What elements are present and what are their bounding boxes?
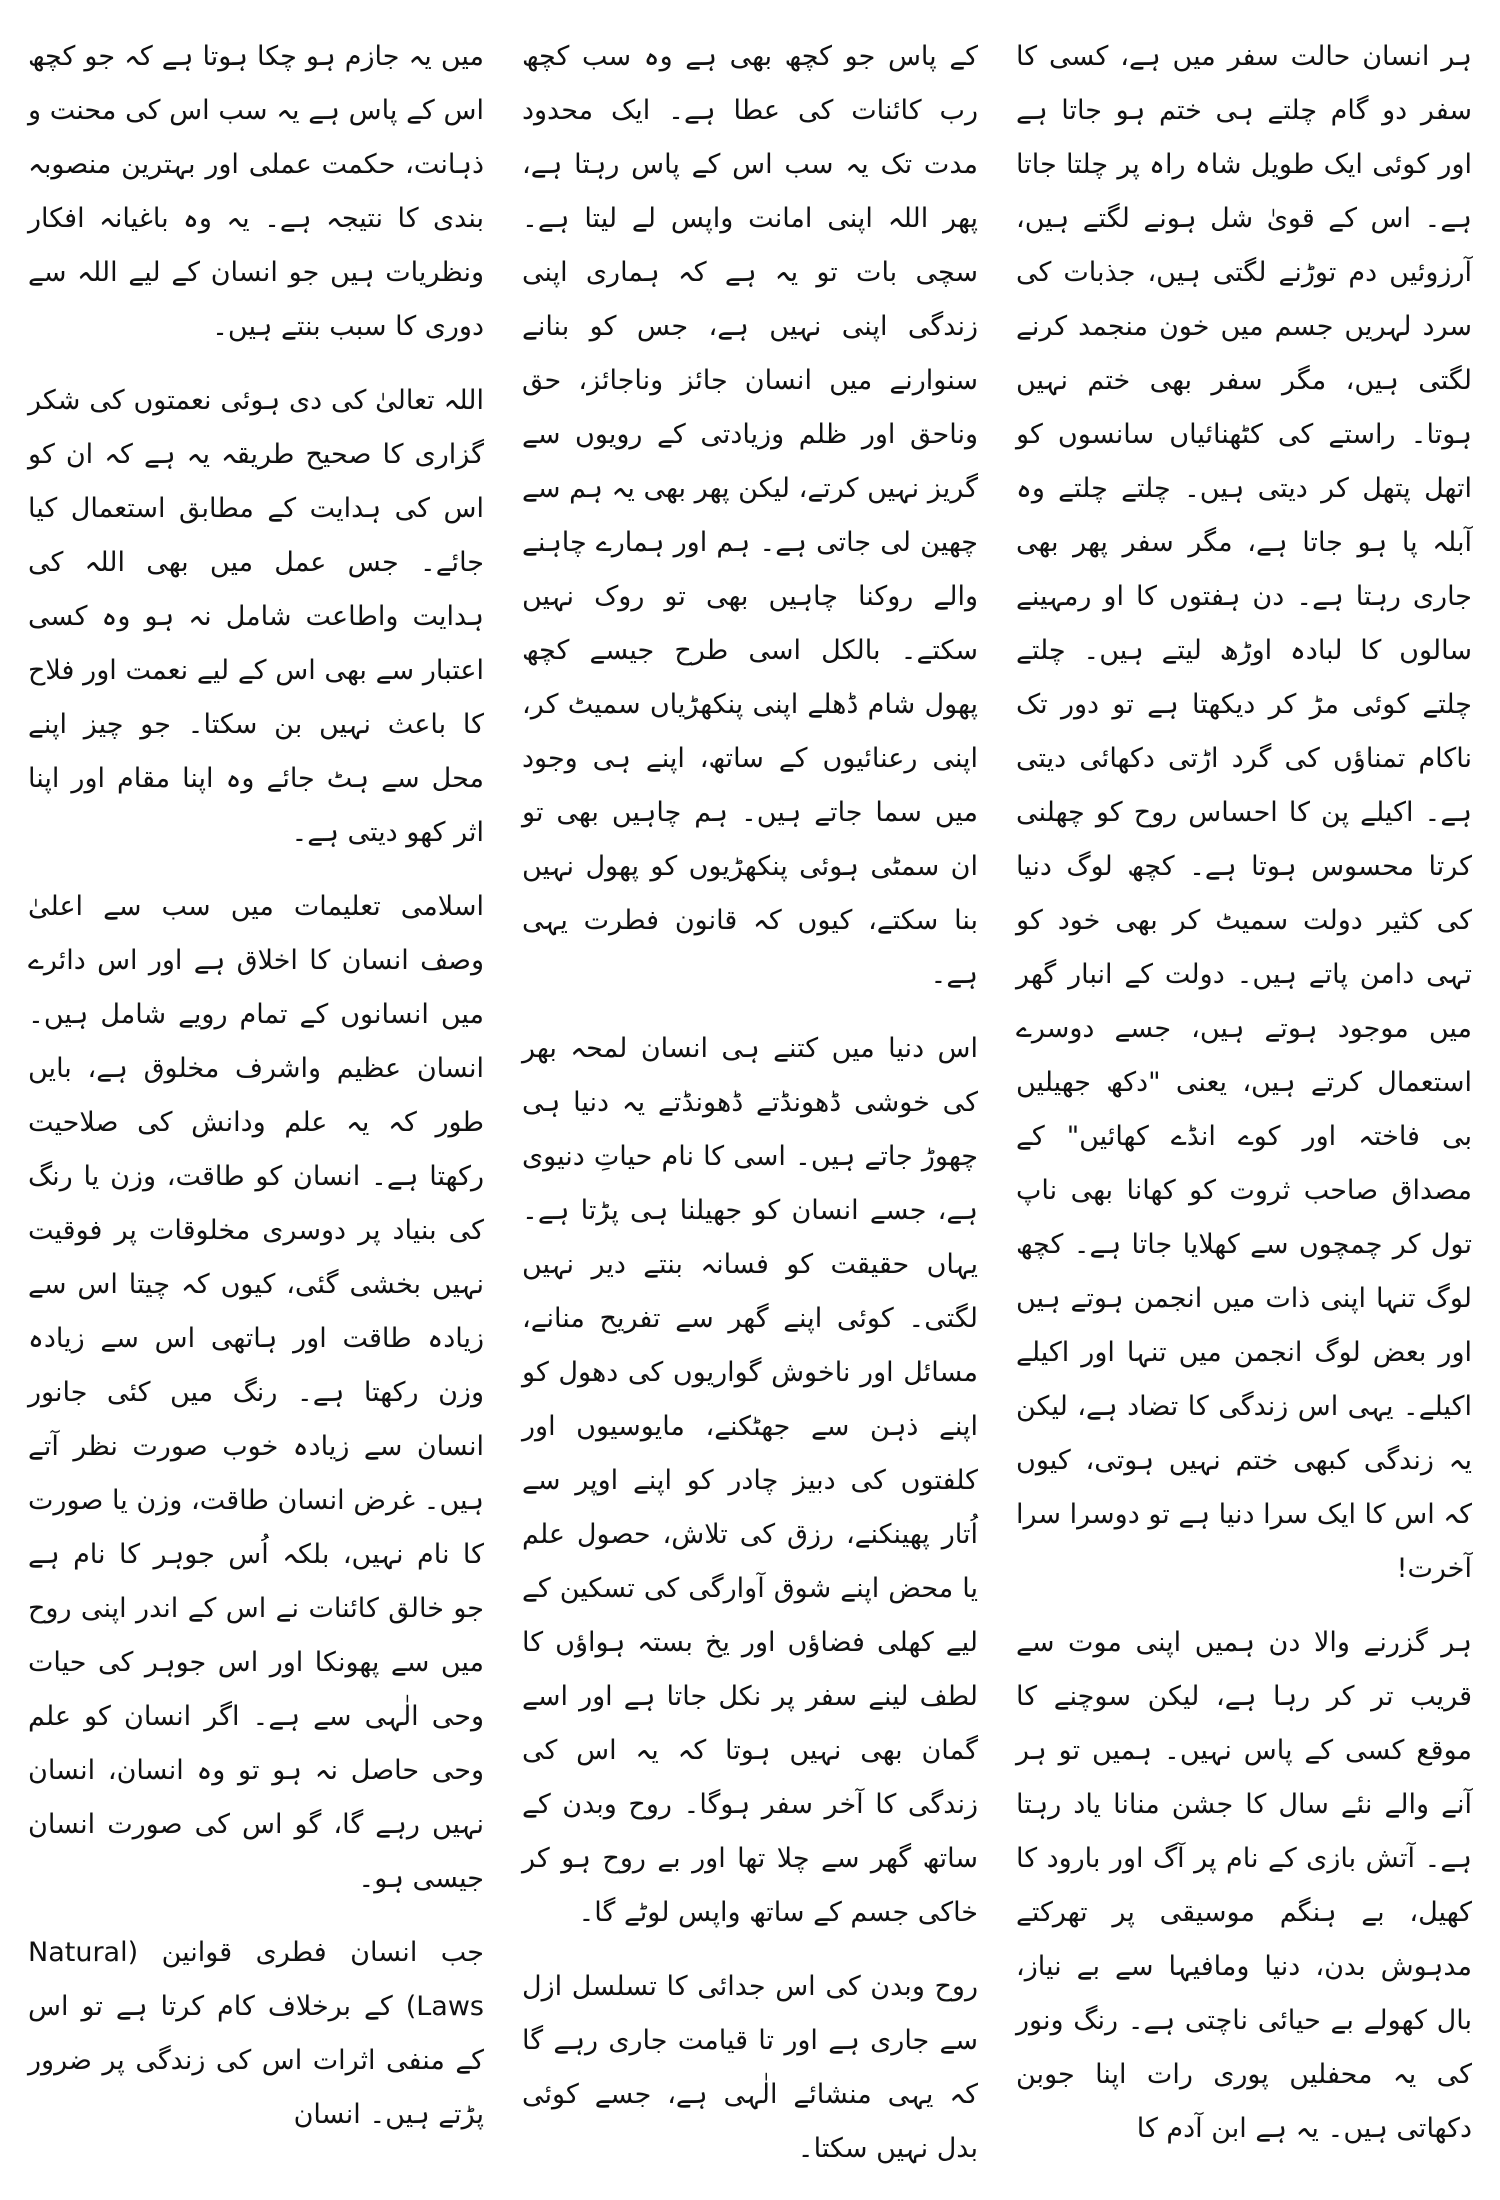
column-left	[1016, 30, 1472, 2170]
paragraph: کے پاس جو کچھ بھی ہے وہ سب کچھ رب کائنات کی عطا ہے۔ ایک محدود مدت تک یہ سب اس کے پاس رہتا ہے، پھر اللہ اپنی امانت واپس لے لیتا ہے۔ سچی بات تو یہ ہے کہ ہماری اپنی زندگی اپنی نہیں ہے، جس کو بنانے سنوارنے میں انسان جائز وناجائز، حق وناحق اور ظلم وزیادتی کے رویوں سے گریز نہیں کرتے، لیکن پھر بھی یہ ہم سے چھین لی جاتی ہے۔ ہم اور ہمارے چاہنے والے روکنا چاہیں بھی تو روک نہیں سکتے۔ بالکل اسی طرح جیسے کچھ پھول شام ڈھلے اپنی پنکھڑیاں سمیٹ کر، اپنی رعنائیوں کے ساتھ، اپنے ہی وجود میں سما جاتے ہیں۔ ہم چاہیں بھی تو ان سمٹی ہوئی پنکھڑیوں کو پھول نہیں بنا سکتے، کیوں کہ قانون فطرت یہی ہے۔	[522, 41, 978, 990]
paragraph: میں یہ جازم ہو چکا ہوتا ہے کہ جو کچھ اس کے پاس ہے یہ سب اس کی محنت و ذہانت، حکمت عملی اور بہترین منصوبہ بندی کا نتیجہ ہے۔ یہ وہ باغیانہ افکار ونظریات ہیں جو انسان کے لیے اللہ سے دوری کا سبب بنتے ہیں۔	[28, 41, 484, 342]
column-middle	[522, 30, 978, 2170]
paragraph: ہر انسان حالت سفر میں ہے، کسی کا سفر دو گام چلتے ہی ختم ہو جاتا ہے اور کوئی ایک طویل شاہ راہ پر چلتا جاتا ہے۔ اس کے قویٰ شل ہونے لگتے ہیں، آرزوئیں دم توڑنے لگتی ہیں، جذبات کی سرد لہریں جسم میں خون منجمد کرنے لگتی ہیں، مگر سفر بھی ختم نہیں ہوتا۔ راستے کی کٹھنائیاں سانسوں کو اتھل پتھل کر دیتی ہیں۔ چلتے چلتے وہ آبلہ پا ہو جاتا ہے، مگر سفر پھر بھی جاری رہتا ہے۔ دن ہفتوں کا او رمہینے سالوں کا لبادہ اوڑھ لیتے ہیں۔ چلتے چلتے کوئی مڑ کر دیکھتا ہے تو دور تک ناکام تمناؤں کی گرد اڑتی دکھائی دیتی ہے۔ اکیلے پن کا احساس روح کو چھلنی کرتا محسوس ہوتا ہے۔ کچھ لوگ دنیا کی کثیر دولت سمیٹ کر بھی خود کو تہی دامن پاتے ہیں۔ دولت کے انبار گھر میں موجود ہوتے ہیں، جسے دوسرے استعمال کرتے ہیں، یعنی "دکھ جھیلیں بی فاختہ اور کوے انڈے کھائیں" کے مصداق صاحب ثروت کو کھانا بھی ناپ تول کر چمچوں سے کھلایا جاتا ہے۔ کچھ لوگ تنہا اپنی ذات میں انجمن ہوتے ہیں اور بعض لوگ انجمن میں تنہا اور اکیلے اکیلے۔ یہی اس زندگی کا تضاد ہے، لیکن یہ زندگی کبھی ختم نہیں ہوتی، کیوں کہ اس کا ایک سرا دنیا ہے تو دوسرا سرا آخرت!	[1016, 41, 1472, 1584]
paragraph: جب انسان فطری قوانین (Natural Laws) کے برخلاف کام کرتا ہے تو اس کے منفی اثرات اس کی زندگی پر ضرور پڑتے ہیں۔ انسان	[28, 1937, 484, 2130]
paragraph: اسلامی تعلیمات میں سب سے اعلیٰ وصف انسان کا اخلاق ہے اور اس دائرے میں انسانوں کے تمام رویے شامل ہیں۔ انسان عظیم واشرف مخلوق ہے، بایں طور کہ یہ علم ودانش کی صلاحیت رکھتا ہے۔ انسان کو طاقت، وزن یا رنگ کی بنیاد پر دوسری مخلوقات پر فوقیت نہیں بخشی گئی، کیوں کہ چیتا اس سے زیادہ طاقت اور ہاتھی اس سے زیادہ وزن رکھتا ہے۔ رنگ میں کئی جانور انسان سے زیادہ خوب صورت نظر آتے ہیں۔ غرض انسان طاقت، وزن یا صورت کا نام نہیں، بلکہ اُس جوہر کا نام ہے جو خالق کائنات نے اس کے اندر اپنی روح میں سے پھونکا اور اس جوہر کی حیات وحی الٰہی سے ہے۔ اگر انسان کو علم وحی حاصل نہ ہو تو وہ انسان، انسان نہیں رہے گا، گو اس کی صورت انسان جیسی ہو۔	[28, 891, 484, 1894]
paragraph: اللہ تعالیٰ کی دی ہوئی نعمتوں کی شکر گزاری کا صحیح طریقہ یہ ہے کہ ان کو اس کی ہدایت کے مطابق استعمال کیا جائے۔ جس عمل میں بھی اللہ کی ہدایت واطاعت شامل نہ ہو وہ کسی اعتبار سے بھی اس کے لیے نعمت اور فلاح کا باعث نہیں بن سکتا۔ جو چیز اپنے محل سے ہٹ جائے وہ اپنا مقام اور اپنا اثر کھو دیتی ہے۔	[28, 385, 484, 848]
column-right	[28, 30, 484, 2170]
newspaper-page	[28, 30, 1472, 2170]
paragraph: ہر گزرنے والا دن ہمیں اپنی موت سے قریب تر کر رہا ہے، لیکن سوچنے کا موقع کسی کے پاس نہیں۔ ہمیں تو ہر آنے والے نئے سال کا جشن منانا یاد رہتا ہے۔ آتش بازی کے نام پر آگ اور بارود کا کھیل، بے ہنگم موسیقی پر تھرکتے مدہوش بدن، دنیا ومافیہا سے بے نیاز، بال کھولے بے حیائی ناچتی ہے۔ رنگ ونور کی یہ محفلیں پوری رات اپنا جوبن دکھاتی ہیں۔ یہ ہے ابن آدم کا	[1016, 1627, 1472, 2144]
paragraph: اس دنیا میں کتنے ہی انسان لمحہ بھر کی خوشی ڈھونڈتے ڈھونڈتے یہ دنیا ہی چھوڑ جاتے ہیں۔ اسی کا نام حیاتِ دنیوی ہے، جسے انسان کو جھیلنا ہی پڑتا ہے۔ یہاں حقیقت کو فسانہ بنتے دیر نہیں لگتی۔ کوئی اپنے گھر سے تفریح منانے، مسائل اور ناخوش گواریوں کی دھول کو اپنے ذہن سے جھٹکنے، مایوسیوں اور کلفتوں کی دبیز چادر کو اپنے اوپر سے اُتار پھینکنے، رزق کی تلاش، حصول علم یا محض اپنے شوق آوارگی کی تسکین کے لیے کھلی فضاؤں اور یخ بستہ ہواؤں کا لطف لینے سفر پر نکل جاتا ہے اور اسے گمان بھی نہیں ہوتا کہ یہ اس کی زندگی کا آخر سفر ہوگا۔ روح وبدن کے ساتھ گھر سے چلا تھا اور بے روح ہو کر خاکی جسم کے ساتھ واپس لوٹے گا۔	[522, 1033, 978, 1928]
paragraph: روح وبدن کی اس جدائی کا تسلسل ازل سے جاری ہے اور تا قیامت جاری رہے گا کہ یہی منشائے الٰہی ہے، جسے کوئی بدل نہیں سکتا۔	[522, 1971, 978, 2164]
